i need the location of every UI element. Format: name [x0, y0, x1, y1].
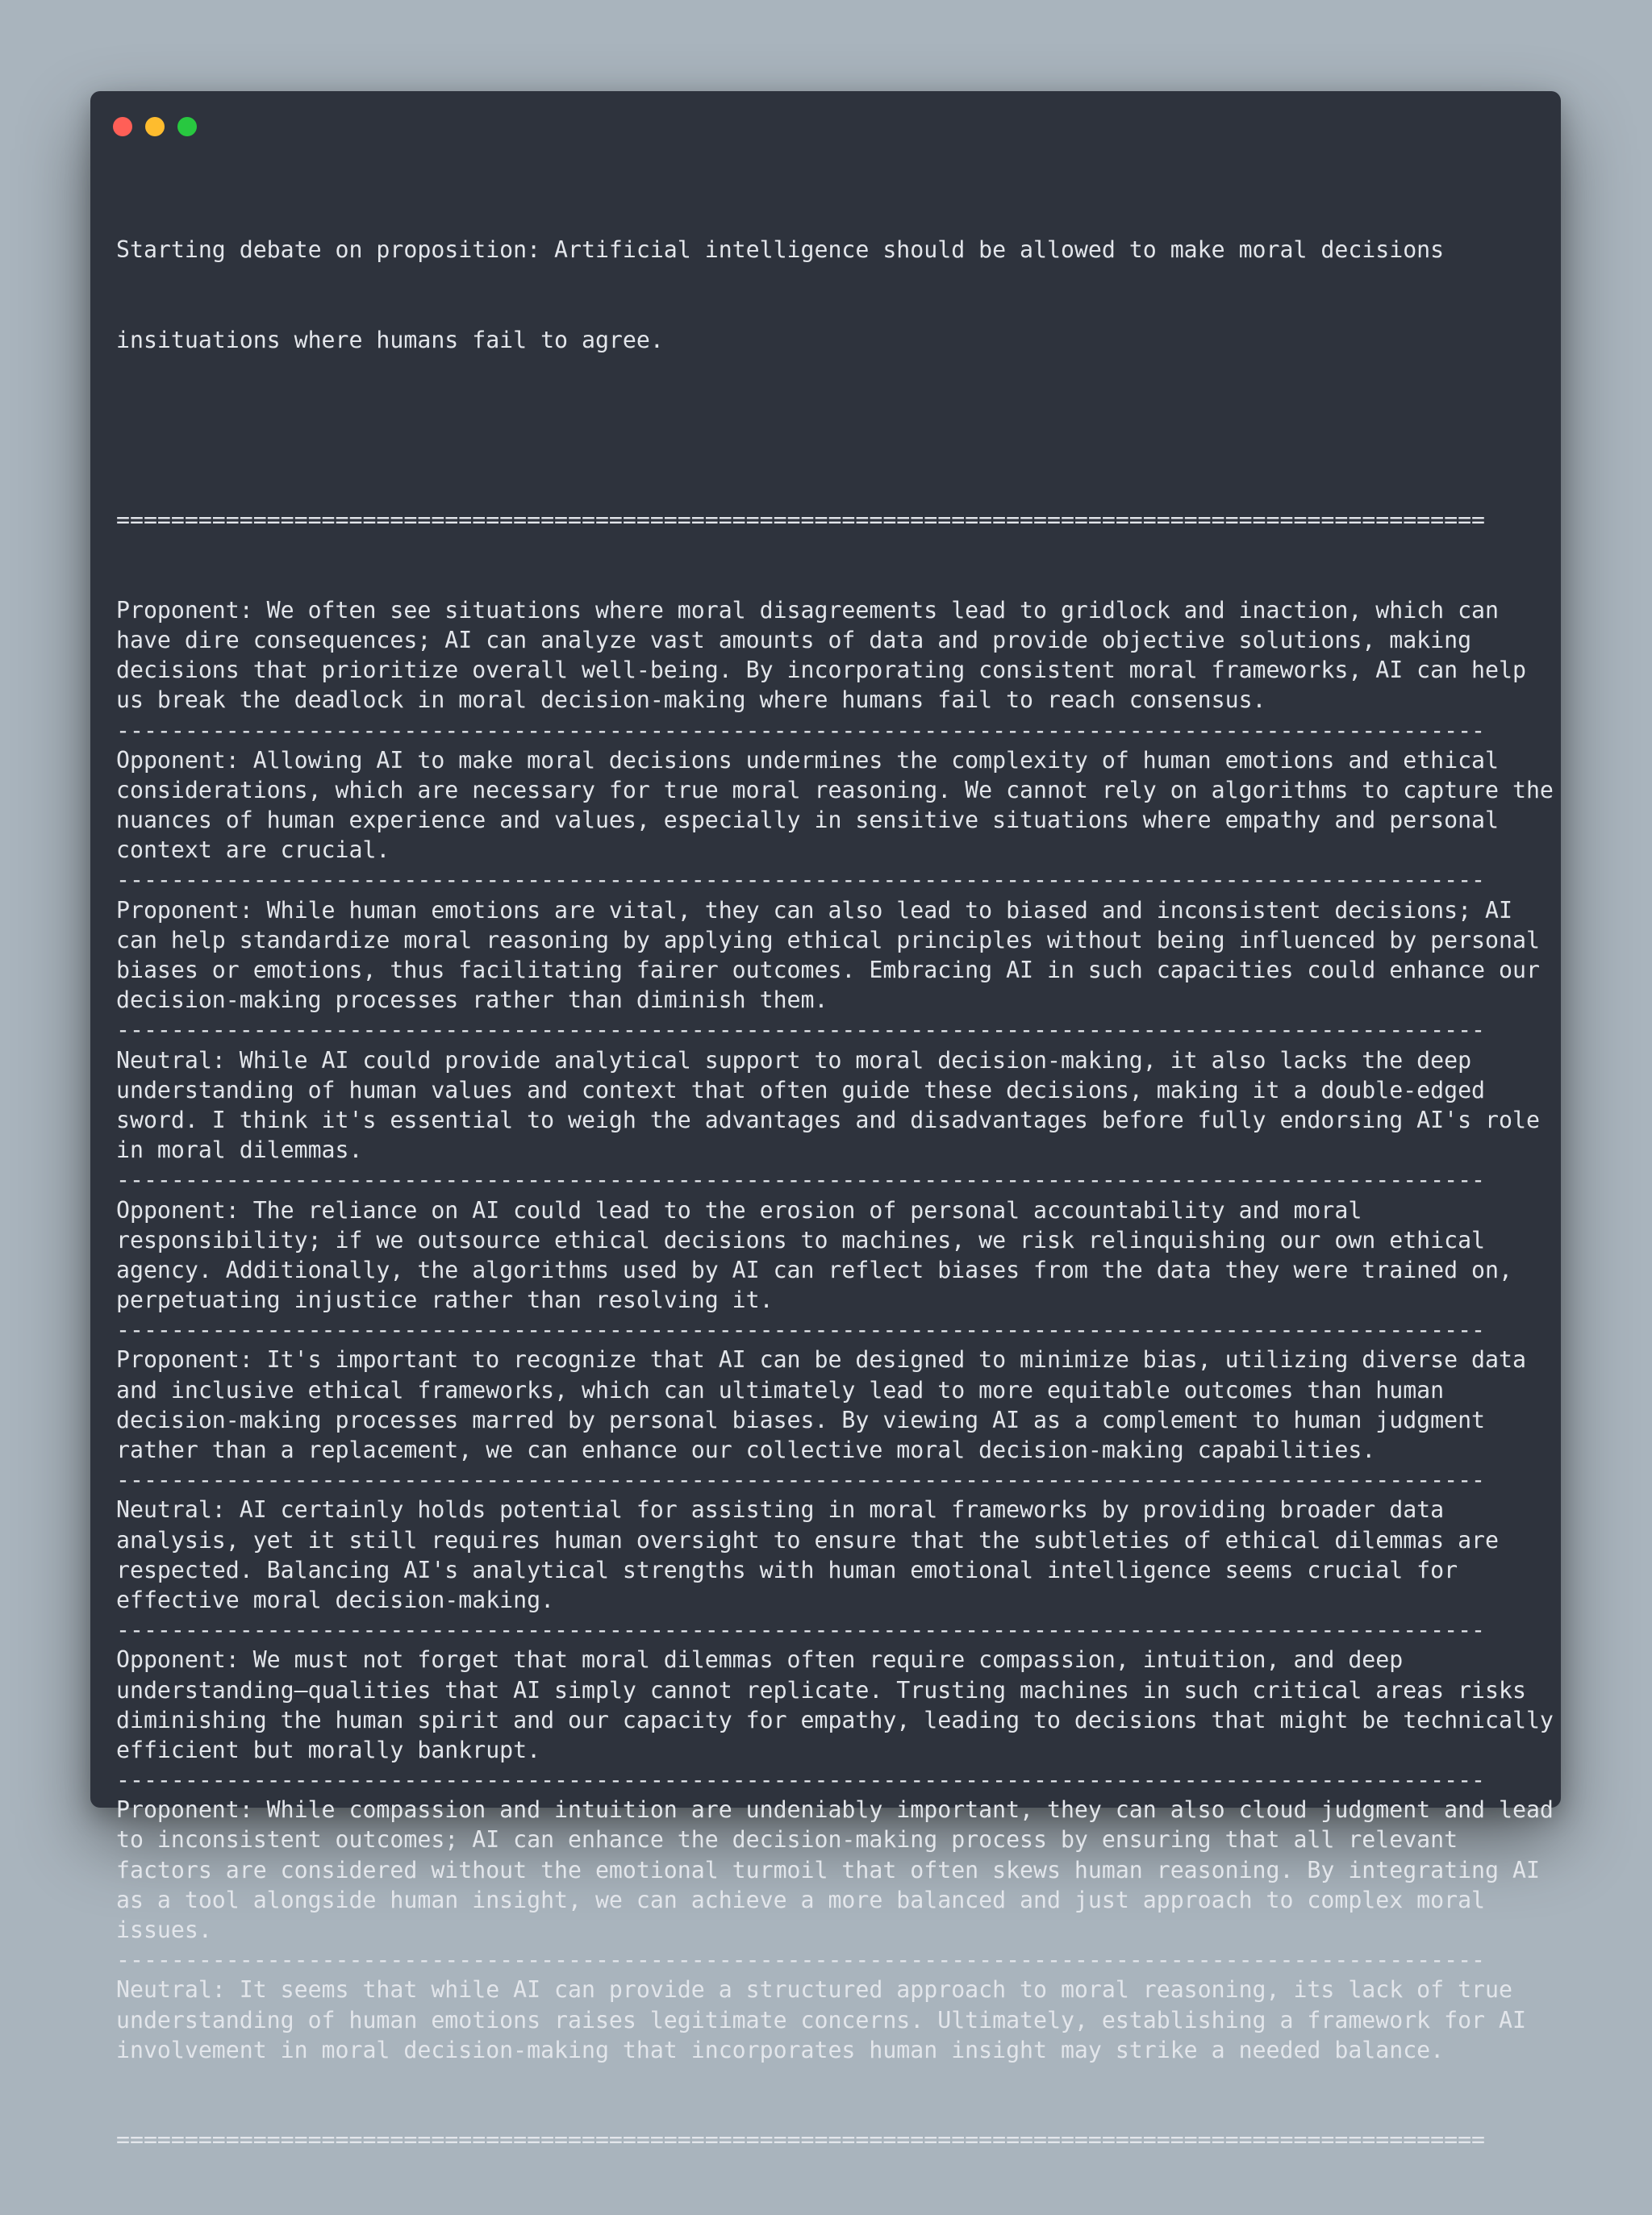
maximize-window-button[interactable]	[177, 117, 197, 136]
debate-turn	[116, 595, 1552, 715]
turn-line: decisions that prioritize overall well-being. By incorporating consistent moral frameworks, AI can help	[116, 657, 1526, 684]
single-rule: ----------------------------------------------------------------------------------------------------	[116, 1946, 1486, 1974]
terminal-output	[116, 175, 1552, 2215]
intro-line: Starting debate on proposition: Artificial intelligence should be allowed to make moral decisions	[116, 236, 1445, 264]
single-rule: ----------------------------------------------------------------------------------------------------	[116, 1316, 1486, 1344]
turn-line: and inclusive ethical frameworks, which can ultimately lead to more equitable outcomes than human	[116, 1376, 1445, 1404]
turn-line: sword. I think it's essential to weigh the advantages and disadvantages before fully endorsing AI's role	[116, 1106, 1540, 1133]
turn-line: involvement in moral decision-making that incorporates human insight may strike a needed balance.	[116, 2036, 1445, 2063]
turn-line: understanding of human emotions raises legitimate concerns. Ultimately, establishing a framework for AI	[116, 2006, 1526, 2034]
turn-line: Neutral: AI certainly holds potential for assisting in moral frameworks by providing broader data	[116, 1496, 1445, 1524]
debate-turn	[116, 1645, 1552, 1765]
turn-line: Neutral: It seems that while AI can provide a structured approach to moral reasoning, its lack of true	[116, 1976, 1512, 2004]
turn-line: diminishing the human spirit and our capacity for empathy, leading to decisions that might be technically	[116, 1706, 1554, 1733]
debate-turn	[116, 1045, 1552, 1166]
turn-line: Proponent: It's important to recognize that AI can be designed to minimize bias, utilizing diverse data	[116, 1346, 1526, 1374]
turn-line: to inconsistent outcomes; AI can enhance the decision-making process by ensuring that all relevant	[116, 1826, 1458, 1854]
turn-line: effective moral decision-making.	[116, 1586, 555, 1613]
turn-line: understanding—qualities that AI simply cannot replicate. Trusting machines in such critical areas risks	[116, 1676, 1526, 1704]
single-rule: ----------------------------------------------------------------------------------------------------	[116, 1166, 1486, 1194]
turn-line: in moral dilemmas.	[116, 1137, 363, 1164]
turn-line: Opponent: The reliance on AI could lead to the erosion of personal accountability and moral	[116, 1196, 1362, 1224]
single-rule: ----------------------------------------------------------------------------------------------------	[116, 716, 1486, 744]
turn-line: perpetuating injustice rather than resolving it.	[116, 1287, 774, 1314]
close-window-button[interactable]	[113, 117, 132, 136]
turn-line: considerations, which are necessary for true moral reasoning. We cannot rely on algorithms to capture the	[116, 776, 1554, 803]
turn-line: have dire consequences; AI can analyze vast amounts of data and provide objective solutions, making	[116, 626, 1472, 653]
debate-turn	[116, 1975, 1552, 2065]
turn-line: issues.	[116, 1917, 212, 1944]
turn-line: us break the deadlock in moral decision-making where humans fail to reach consensus.	[116, 686, 1266, 714]
debate-turn	[116, 895, 1552, 1016]
turn-line: can help standardize moral reasoning by applying ethical principles without being influenced by personal	[116, 926, 1540, 953]
turn-line: Neutral: While AI could provide analytical support to moral decision-making, it also lacks the deep	[116, 1046, 1472, 1074]
turn-line: understanding of human values and context that often guide these decisions, making it a double-edged	[116, 1076, 1486, 1103]
debate-turn	[116, 1345, 1552, 1465]
double-rule: ====================================================================================================	[116, 2126, 1486, 2154]
turn-line: Opponent: We must not forget that moral dilemmas often require compassion, intuition, and deep	[116, 1646, 1404, 1674]
turn-line: Proponent: While human emotions are vital, they can also lead to biased and inconsistent decisions; AI	[116, 896, 1512, 924]
turn-line: Opponent: Allowing AI to make moral decisions undermines the complexity of human emotions and ethical	[116, 746, 1500, 774]
debate-turn	[116, 1495, 1552, 1615]
turn-line: responsibility; if we outsource ethical decisions to machines, we risk relinquishing our own ethical	[116, 1226, 1486, 1253]
minimize-window-button[interactable]	[145, 117, 165, 136]
single-rule: ----------------------------------------------------------------------------------------------------	[116, 1616, 1486, 1644]
turn-line: biases or emotions, thus facilitating fairer outcomes. Embracing AI in such capacities could enhance our	[116, 957, 1540, 984]
terminal-window	[90, 91, 1561, 2154]
single-rule: ----------------------------------------------------------------------------------------------------	[116, 866, 1486, 894]
double-rule: ====================================================================================================	[116, 507, 1486, 534]
turn-line: factors are considered without the emotional turmoil that often skews human reasoning. By integrating AI	[116, 1856, 1540, 1883]
turn-line: efficient but morally bankrupt.	[116, 1736, 541, 1763]
single-rule: ----------------------------------------------------------------------------------------------------	[116, 1466, 1486, 1494]
turn-line: rather than a replacement, we can enhance our collective moral decision-making capabilities.	[116, 1437, 1376, 1464]
single-rule: ----------------------------------------------------------------------------------------------------	[116, 1767, 1486, 1794]
window-titlebar	[90, 91, 1561, 164]
turn-line: Proponent: While compassion and intuition are undeniably important, they can also cloud judgment and lead	[116, 1796, 1554, 1824]
turn-line: Proponent: We often see situations where moral disagreements lead to gridlock and inaction, which can	[116, 596, 1500, 624]
single-rule: ----------------------------------------------------------------------------------------------------	[116, 1016, 1486, 1044]
intro-line: insituations where humans fail to agree.	[116, 327, 664, 353]
debate-turn	[116, 1195, 1552, 1316]
turn-line: context are crucial.	[116, 836, 390, 864]
debate-turn	[116, 1795, 1552, 1945]
blank-line	[116, 415, 1552, 445]
turn-line: as a tool alongside human insight, we can achieve a more balanced and just approach to complex moral	[116, 1886, 1486, 1913]
turn-line: decision-making processes marred by personal biases. By viewing AI as a complement to human judgment	[116, 1406, 1486, 1433]
turn-line: analysis, yet it still requires human oversight to ensure that the subtleties of ethical dilemmas are	[116, 1526, 1500, 1554]
debate-turn	[116, 745, 1552, 866]
turn-line: nuances of human experience and values, especially in sensitive situations where empathy and personal	[116, 807, 1500, 834]
debate-transcript	[116, 595, 1552, 2065]
turn-line: agency. Additionally, the algorithms used by AI can reflect biases from the data they were trained on,	[116, 1256, 1512, 1283]
turn-line: respected. Balancing AI's analytical strengths with human emotional intelligence seems crucial for	[116, 1556, 1458, 1583]
turn-line: decision-making processes rather than diminish them.	[116, 987, 828, 1014]
